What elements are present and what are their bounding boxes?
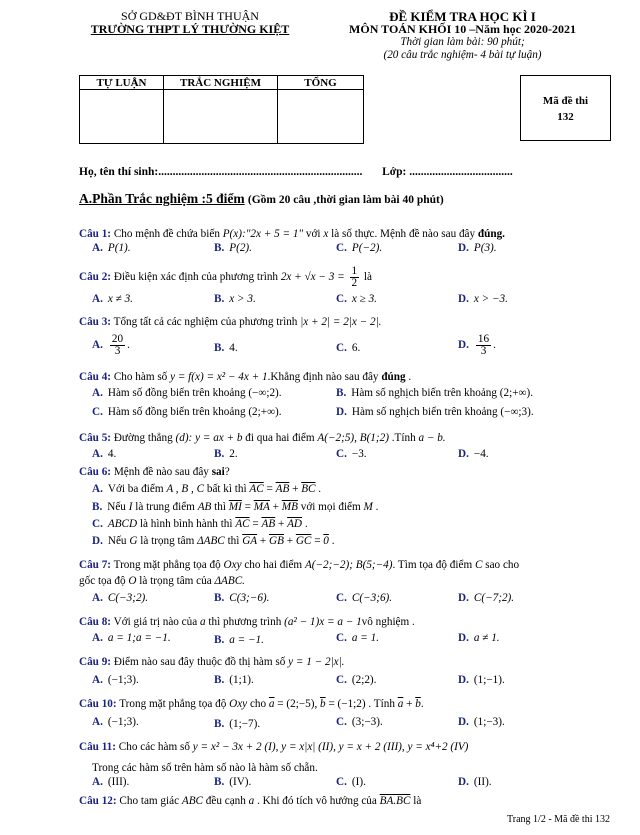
grade-header-total: TỔNG	[278, 76, 364, 90]
math-expr: +	[269, 501, 282, 513]
question-text: đều cạnh	[203, 795, 249, 807]
option-b[interactable]	[336, 386, 533, 400]
grade-cell-mc[interactable]	[164, 90, 278, 144]
dept-name: SỞ GD&ĐT BÌNH THUẬN	[121, 9, 259, 23]
option-text: Hàm số đồng biến trên khoảng (2;+∞).	[107, 406, 282, 418]
option-a[interactable]	[92, 292, 133, 306]
option-letter: D.	[458, 716, 469, 728]
option-text: (1;1).	[229, 674, 254, 686]
option-d[interactable]	[458, 715, 505, 729]
option-letter: C.	[336, 632, 347, 644]
vector: $\overline{MA}$	[253, 501, 270, 513]
question-text: Điều kiện xác định của phương trình	[113, 271, 281, 284]
option-text: −3.	[351, 448, 367, 460]
option-text: C(−3;6).	[351, 592, 393, 604]
option-text: (−1;3).	[107, 716, 139, 728]
option-c[interactable]	[336, 341, 360, 355]
option-d[interactable]	[458, 334, 496, 357]
option-text: x > −3.	[473, 293, 508, 305]
option-letter: A.	[92, 242, 103, 254]
grade-cell-total[interactable]	[278, 90, 364, 144]
option-text: bất kì thì	[204, 483, 250, 495]
option-c[interactable]	[336, 591, 392, 605]
vector: $\overline{MI}$	[228, 501, 242, 513]
option-letter: D.	[458, 242, 469, 254]
option-text: .	[315, 483, 322, 495]
exam-title: ĐỀ KIỂM TRA HỌC KÌ I	[389, 9, 536, 24]
question-number: Câu 7:	[79, 559, 112, 571]
option-text: Hàm số nghịch biến trên khoảng (−∞;3).	[351, 406, 534, 418]
vector: $\overline{b}$	[320, 698, 326, 710]
option-text: a = 1.	[351, 632, 380, 644]
option-c[interactable]	[336, 447, 367, 461]
option-c[interactable]	[336, 775, 366, 789]
page-footer: Trang 1/2 - Mã đề thi 132	[507, 814, 610, 825]
question-2	[79, 266, 372, 289]
question-number: Câu 2:	[79, 271, 112, 284]
question-text: . Khi đó tích vô hướng của	[254, 795, 380, 807]
math-expr: +	[403, 698, 416, 710]
option-letter: D.	[458, 776, 469, 788]
denominator: 3	[480, 345, 487, 357]
math-expr: =	[241, 501, 254, 513]
math-expr: y = 1 − 2|x|.	[288, 656, 345, 668]
option-letter: D.	[458, 339, 469, 352]
option-letter: D.	[458, 674, 469, 686]
name-field[interactable]: .......................................................................	[158, 166, 363, 178]
grade-header-mc: TRẮC NGHIỆM	[164, 76, 278, 90]
option-a[interactable]	[92, 447, 116, 461]
option-text: .	[127, 339, 130, 352]
option-a[interactable]	[92, 631, 171, 645]
question-text: Cho hàm số	[113, 371, 171, 383]
option-b[interactable]	[214, 241, 252, 255]
math-expr: |x + 2| = 2|x − 2|.	[300, 316, 382, 328]
question-11	[79, 740, 468, 754]
math-expr: ΔABC.	[214, 575, 245, 587]
option-letter: A.	[92, 674, 103, 686]
grade-cell-essay[interactable]	[80, 90, 164, 144]
question-text: Trong mặt phẳng tọa độ	[113, 559, 224, 571]
option-text: P(2).	[229, 242, 252, 254]
fraction	[350, 266, 360, 289]
question-number: Câu 11:	[79, 741, 116, 753]
question-text: .Khẳng định nào sau đây	[267, 371, 382, 383]
vector: $\overline{AC}$	[249, 483, 264, 495]
math-expr: ABCD	[107, 518, 138, 530]
math-expr: a − b.	[418, 432, 446, 444]
question-text: đi qua hai điểm	[242, 432, 318, 444]
option-text: (III).	[107, 776, 130, 788]
option-a[interactable]	[92, 673, 139, 687]
option-d[interactable]	[458, 775, 492, 789]
math-expr: Oxy	[229, 698, 248, 710]
option-letter: D.	[458, 592, 469, 604]
question-text: Đường thẳng	[113, 432, 176, 444]
option-letter: A.	[92, 448, 103, 460]
question-emphasis: sai	[211, 466, 225, 478]
question-number: Câu 9:	[79, 656, 112, 668]
math-expr: P(x):"2x + 5 = 1"	[222, 228, 304, 240]
option-letter: D.	[336, 406, 347, 418]
option-letter: B.	[214, 448, 225, 460]
option-text: a = 1;a = −1.	[107, 632, 171, 644]
question-text: Trong các hàm số trên hàm số nào là hàm số chẵn.	[92, 762, 318, 774]
time-line: Thời gian làm bài: 90 phút;	[400, 36, 525, 48]
option-text: Nếu	[107, 535, 130, 547]
option-letter: A.	[92, 716, 103, 728]
math-expr: A(−2;5), B(1;2)	[317, 432, 389, 444]
option-letter: C.	[92, 518, 103, 530]
question-12	[79, 794, 421, 808]
option-letter: A.	[92, 776, 103, 788]
option-letter: C.	[336, 674, 347, 686]
question-text: Với giá trị nào của	[113, 616, 201, 628]
option-text: a = −1.	[229, 634, 264, 646]
option-a[interactable]	[92, 715, 139, 729]
vector: $\overline{GB}$	[269, 535, 284, 547]
vector: $\overline{GA}$	[242, 535, 258, 547]
question-text: Điểm nào sau đây thuộc đồ thị hàm số	[113, 656, 289, 668]
question-text: sao cho	[482, 559, 520, 571]
option-text: Nếu	[107, 501, 129, 513]
question-text: .	[420, 698, 424, 710]
section-note: (Gồm 20 câu ,thời gian làm bài 40 phút)	[247, 194, 444, 206]
option-c[interactable]	[336, 673, 376, 687]
option-d[interactable]	[458, 241, 497, 255]
option-letter: D.	[458, 293, 469, 305]
exam-code: 132	[557, 111, 574, 123]
option-text: 4.	[107, 448, 117, 460]
option-text: (3;−3).	[351, 716, 383, 728]
question-number: Câu 4:	[79, 371, 112, 383]
math-expr: a	[248, 795, 255, 807]
option-letter: C.	[336, 293, 347, 305]
numerator: 16	[477, 333, 490, 345]
math-expr: =	[263, 483, 276, 495]
vector: BA.BC	[379, 795, 411, 807]
question-6	[79, 465, 230, 479]
option-letter: B.	[214, 293, 225, 305]
option-letter: B.	[214, 776, 225, 788]
option-text: Với ba điểm	[107, 483, 167, 495]
option-letter: C.	[336, 592, 347, 604]
option-text: 2.	[229, 448, 238, 460]
option-letter: B.	[214, 718, 225, 730]
question-text: Cho các hàm số	[118, 741, 193, 753]
numerator: 1	[351, 265, 358, 277]
option-letter: B.	[214, 634, 225, 646]
math-expr: y = f(x) = x² − 4x + 1	[170, 371, 268, 383]
question-4	[79, 370, 411, 384]
math-expr: C	[474, 559, 483, 571]
option-c[interactable]	[336, 241, 382, 255]
question-text: Cho tam giác	[119, 795, 182, 807]
math-expr: O	[128, 575, 137, 587]
option-text: (I).	[351, 776, 366, 788]
vector: $\overline{b}$	[415, 698, 421, 710]
option-text: (−1;3).	[107, 674, 139, 686]
exam-code-label: Mã đề thi	[542, 95, 589, 107]
math-expr: y = x² − 3x + 2 (I), y = x|x| (II), y = x + 2 (III), y = x⁴+2 (IV)	[192, 741, 469, 753]
question-text: cho hai điểm	[241, 559, 305, 571]
option-letter: A.	[92, 293, 103, 305]
question-7-line-2	[79, 574, 245, 588]
option-c[interactable]	[336, 292, 377, 306]
option-text: a ≠ 1.	[473, 632, 500, 644]
math-expr: ΔABC	[197, 535, 225, 547]
question-9	[79, 655, 344, 669]
option-text: P(1).	[107, 242, 131, 254]
question-number: Câu 6:	[79, 466, 112, 478]
option-text: x ≠ 3.	[107, 293, 133, 305]
math-expr: = (−1;2) . Tính	[325, 698, 398, 710]
section-title: A.Phần Trắc nghiệm :5 điểm	[79, 191, 245, 206]
option-text: 6.	[351, 342, 361, 354]
option-text: .	[302, 518, 308, 530]
question-number: Câu 3:	[79, 316, 112, 328]
math-expr: I	[128, 501, 133, 513]
option-letter: B.	[214, 592, 225, 604]
numerator: 20	[111, 333, 124, 345]
math-expr: =	[311, 535, 324, 547]
question-text: .Tính	[388, 432, 419, 444]
question-text: thì phương trình	[205, 616, 285, 628]
question-text: là	[361, 271, 372, 284]
option-a[interactable]	[92, 482, 321, 496]
question-text: ?	[224, 466, 230, 478]
vector: $\overline{AB}$	[261, 518, 276, 530]
question-emphasis: đúng.	[477, 228, 505, 240]
math-expr: a	[200, 616, 206, 628]
question-text: vô nghiệm .	[361, 616, 415, 628]
option-text: (II).	[473, 776, 492, 788]
question-text: Tổng tất cả các nghiệm của phương trình	[113, 316, 301, 328]
question-number: Câu 12:	[79, 795, 117, 807]
question-text: cho	[247, 698, 269, 710]
option-text: −4.	[473, 448, 489, 460]
math-expr: +	[275, 518, 288, 530]
math-expr: +	[283, 535, 296, 547]
option-b[interactable]	[214, 717, 260, 731]
exam-code-box	[520, 75, 611, 141]
option-letter: C.	[336, 716, 347, 728]
option-a[interactable]	[92, 241, 131, 255]
question-emphasis: đúng	[381, 371, 406, 383]
option-letter: D.	[458, 448, 469, 460]
option-text: (1;−1).	[473, 674, 505, 686]
question-5	[79, 431, 446, 445]
name-label: Họ, tên thí sinh:	[79, 166, 159, 178]
question-text: là	[410, 795, 422, 807]
question-number: Câu 10:	[79, 698, 117, 710]
option-letter: A.	[92, 632, 103, 644]
structure-line: (20 câu trắc nghiệm- 4 bài tự luận)	[383, 49, 542, 61]
math-expr: +	[257, 535, 270, 547]
denominator: 3	[114, 345, 121, 357]
option-letter: C.	[336, 242, 347, 254]
option-b[interactable]	[214, 341, 238, 355]
question-text: là số thực. Mệnh đề nào sau đây	[328, 228, 478, 240]
option-letter: D.	[458, 632, 469, 644]
option-a[interactable]	[92, 386, 282, 400]
option-a[interactable]	[92, 591, 148, 605]
math-expr: G	[129, 535, 138, 547]
math-expr: (a² − 1)x = a − 1	[284, 616, 362, 628]
student-info-line	[79, 166, 513, 178]
question-10	[79, 697, 424, 711]
option-text: (IV).	[229, 776, 252, 788]
option-b[interactable]	[214, 447, 238, 461]
subject-line: MÔN TOÁN KHỐI 10 –Năm học 2020-2021	[349, 22, 576, 36]
option-c[interactable]	[336, 631, 379, 645]
math-expr: AB	[197, 501, 212, 513]
vector: $\overline{BC}$	[301, 483, 316, 495]
option-d[interactable]	[336, 405, 534, 419]
option-a[interactable]	[92, 334, 130, 357]
option-text: P(−2).	[351, 242, 383, 254]
math-expr: (d): y = ax + b	[175, 432, 243, 444]
math-expr: = (2;−5),	[274, 698, 321, 710]
vector: $\overline{a}$	[397, 698, 404, 710]
option-letter: C.	[336, 448, 347, 460]
class-field[interactable]: ....................................	[409, 166, 513, 178]
math-expr: A , B , C	[166, 483, 205, 495]
question-text: Trong mặt phẳng tọa độ	[119, 698, 230, 710]
section-heading	[79, 191, 444, 207]
option-text: Hàm số đồng biến trên khoảng (−∞;2).	[107, 387, 282, 399]
math-expr: 2x + √x − 3 =	[280, 271, 345, 284]
option-d[interactable]	[458, 591, 514, 605]
fraction	[476, 334, 491, 357]
grade-header-essay: TỰ LUẬN	[80, 76, 164, 90]
option-letter: A.	[92, 592, 103, 604]
school-name: TRƯỜNG THPT LÝ THƯỜNG KIỆT	[90, 22, 290, 36]
math-expr: ABC	[181, 795, 203, 807]
fraction	[110, 334, 125, 357]
option-letter: A.	[92, 339, 103, 352]
option-c[interactable]	[336, 715, 383, 729]
header-right	[340, 10, 585, 62]
math-expr: Oxy	[223, 559, 242, 571]
math-expr: M	[363, 501, 373, 513]
vector: $\overline{GC}$	[295, 535, 312, 547]
option-text: C(3;−6).	[229, 592, 270, 604]
denominator: 2	[351, 277, 358, 289]
option-a[interactable]	[92, 775, 129, 789]
option-text: (2;2).	[351, 674, 377, 686]
question-text: .	[405, 371, 412, 383]
question-text: . Tìm tọa độ điểm	[392, 559, 475, 571]
option-letter: A.	[92, 387, 103, 399]
header-left	[90, 10, 290, 36]
option-text: (1;−3).	[473, 716, 505, 728]
question-3	[79, 315, 381, 329]
option-letter: B.	[214, 242, 225, 254]
question-text: Cho mệnh đề chứa biến	[113, 228, 223, 240]
option-b[interactable]	[214, 673, 254, 687]
question-text: là trọng tâm của	[136, 575, 215, 587]
option-text: x ≥ 3.	[351, 293, 377, 305]
vector: $\overline{AD}$	[287, 518, 303, 530]
question-8	[79, 615, 415, 629]
vector: $\overline{MB}$	[281, 501, 298, 513]
option-d[interactable]	[458, 631, 500, 645]
option-text: là hình bình hành thì	[137, 518, 236, 530]
option-c[interactable]	[92, 405, 282, 419]
class-label: Lớp:	[382, 166, 407, 178]
option-letter: B.	[336, 387, 347, 399]
option-b[interactable]	[214, 775, 251, 789]
vector: $\overline{a}$	[268, 698, 275, 710]
option-b[interactable]	[214, 633, 264, 647]
option-letter: C.	[336, 776, 347, 788]
option-text: C(−7;2).	[473, 592, 515, 604]
math-expr: +	[289, 483, 302, 495]
option-text: với mọi điểm	[297, 501, 364, 513]
option-text: .	[372, 501, 379, 513]
question-text: Mệnh đề nào sau đây	[111, 466, 212, 478]
option-b[interactable]	[214, 591, 269, 605]
option-text: thì	[224, 535, 243, 547]
option-text: C(−3;2).	[107, 592, 149, 604]
option-letter: C.	[92, 406, 103, 418]
option-text: (1;−7).	[229, 718, 261, 730]
question-number: Câu 5:	[79, 432, 112, 444]
question-1	[79, 227, 505, 241]
grade-table	[79, 75, 364, 144]
option-text: Hàm số nghịch biến trên khoảng (2;+∞).	[351, 387, 534, 399]
option-text: .	[493, 339, 496, 352]
option-text: x > 3.	[229, 293, 256, 305]
question-text: với	[303, 228, 324, 240]
option-letter: C.	[336, 342, 347, 354]
vector: $\overline{AB}$	[275, 483, 290, 495]
option-d[interactable]	[458, 673, 505, 687]
option-letter: A.	[92, 483, 103, 495]
vector: 0	[323, 535, 329, 547]
option-d[interactable]	[458, 447, 489, 461]
question-11-line-2	[92, 761, 318, 775]
question-number: Câu 8:	[79, 616, 112, 628]
option-d[interactable]	[458, 292, 508, 306]
option-d[interactable]	[92, 534, 334, 548]
option-letter: D.	[92, 535, 103, 547]
option-letter: B.	[214, 342, 225, 354]
option-text: là trung điểm	[132, 501, 198, 513]
vector: $\overline{AC}$	[235, 518, 250, 530]
option-text: P(3).	[473, 242, 497, 254]
option-text: .	[328, 535, 335, 547]
math-expr: A(−2;−2); B(5;−4)	[304, 559, 393, 571]
option-letter: B.	[214, 674, 225, 686]
option-letter: B.	[92, 501, 103, 513]
option-b[interactable]	[92, 500, 378, 514]
math-expr: x	[323, 228, 329, 240]
question-7	[79, 558, 519, 572]
question-number: Câu 1:	[79, 228, 112, 240]
math-expr: =	[249, 518, 262, 530]
option-b[interactable]	[214, 292, 256, 306]
option-text: thì	[211, 501, 229, 513]
option-text: 4.	[229, 342, 238, 354]
question-text: gốc tọa độ	[79, 575, 129, 587]
option-text: là trọng tâm	[137, 535, 198, 547]
option-c[interactable]	[92, 517, 308, 531]
